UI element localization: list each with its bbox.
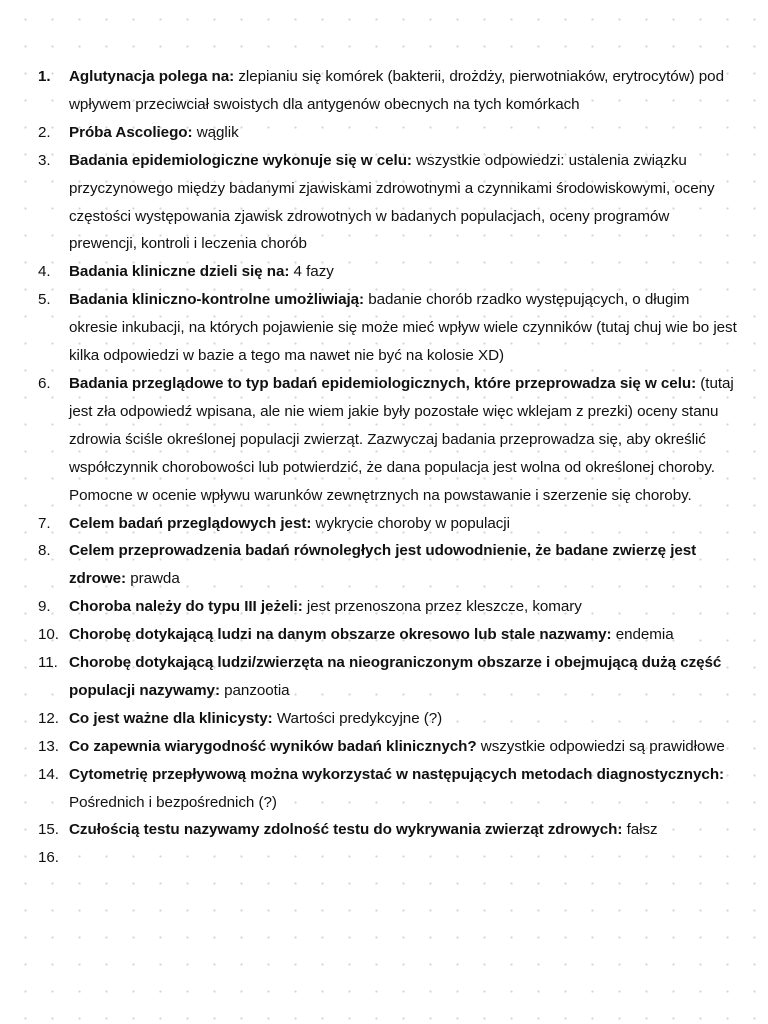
item-number: 14. [38, 765, 59, 783]
item-answer: wszystkie odpowiedzi są prawidłowe [476, 737, 725, 755]
item-answer: jest przenoszona przez kleszcze, komary [302, 598, 582, 616]
item-number: 6. [38, 374, 51, 392]
item-question: Badania kliniczne dzieli się na: [69, 263, 290, 281]
item-answer: 4 fazy [289, 263, 334, 281]
list-item [38, 147, 738, 259]
item-question: Chorobę dotykającą ludzi na danym obszarze okresowo lub stale nazwamy: [69, 626, 612, 644]
item-question: Celem badań przeglądowych jest: [69, 514, 312, 532]
item-number: 2. [38, 123, 51, 141]
list-item [38, 733, 738, 761]
item-answer: fałsz [622, 821, 658, 839]
item-number: 9. [38, 598, 51, 616]
item-number: 8. [38, 542, 51, 560]
list-item [38, 593, 738, 621]
item-question: Badania przeglądowe to typ badań epidemiologicznych, które przeprowadza się w celu: [69, 374, 697, 392]
item-answer: badanie chorób rzadko występujących, o długim okresie inkubacji, na których pojawienie się może mieć wpływ wiele czynników (tutaj chuj wie bo jest kilka odpowiedzi w bazie a tego ma nawet nie być na kolosie XD) [69, 291, 737, 365]
item-number: 1. [38, 68, 51, 85]
list-item [38, 510, 738, 538]
item-number: 16. [38, 849, 59, 867]
item-number: 4. [38, 263, 51, 281]
list-item [38, 63, 738, 119]
item-number: 13. [38, 737, 59, 755]
item-question: Co zapewnia wiarygodność wyników badań klinicznych? [69, 737, 477, 755]
item-number: 11. [38, 654, 58, 672]
item-answer: panzootia [219, 681, 290, 699]
item-answer: wszystkie odpowiedzi: ustalenia związku przyczynowego między badanymi zjawiskami zdrowotnymi a czynnikami środowiskowymi, oceny częstości występowania zjawisk zdrowotnych w badanych populacjach, oceny programów prewencji, kontroli i leczenia chorób [69, 151, 715, 253]
item-question: Cytometrię przepływową można wykorzystać w następujących metodach diagnostycznych: [69, 765, 725, 783]
list-item [38, 649, 738, 705]
item-number: 12. [38, 709, 59, 727]
list-item [38, 537, 738, 593]
list-item [38, 258, 738, 286]
question-list [38, 63, 738, 867]
item-question: Badania kliniczno-kontrolne umożliwiają: [69, 291, 365, 309]
item-number: 10. [38, 626, 59, 644]
list-item [38, 286, 738, 370]
item-answer: prawda [126, 570, 180, 588]
list-item [38, 119, 738, 147]
list-item [38, 761, 738, 817]
item-answer: Pośrednich i bezpośrednich (?) [69, 793, 277, 811]
item-question: Celem przeprowadzenia badań równoległych jest udowodnienie, że badane zwierzę jest zdrowe: [69, 542, 697, 588]
item-question: Próba Ascoliego: [69, 123, 193, 141]
list-item [38, 816, 738, 844]
item-answer: wąglik [192, 123, 239, 141]
item-number: 5. [38, 291, 51, 309]
item-answer: wykrycie choroby w populacji [311, 514, 510, 532]
list-item [38, 370, 738, 510]
item-number: 3. [38, 151, 51, 169]
item-answer: Wartości predykcyjne (?) [272, 709, 443, 727]
item-question: Chorobę dotykającą ludzi/zwierzęta na nieograniczonym obszarze i obejmującą dużą część populacji nazywamy: [69, 654, 722, 699]
item-number: 15. [38, 821, 59, 839]
item-question: Czułością testu nazywamy zdolność testu do wykrywania zwierząt zdrowych: [69, 821, 623, 839]
list-item [38, 621, 738, 649]
item-answer: endemia [611, 626, 674, 644]
item-question: Badania epidemiologiczne wykonuje się w celu: [69, 151, 412, 169]
item-answer: zlepianiu się komórek (bakterii, drożdży, pierwotniaków, erytrocytów) pod wpływem przeciwciał swoistych dla antygenów obecnych na tych komórkach [69, 68, 724, 113]
item-question: Choroba należy do typu III jeżeli: [69, 598, 303, 616]
list-item [38, 705, 738, 733]
item-number: 7. [38, 514, 51, 532]
item-answer: (tutaj jest zła odpowiedź wpisana, ale nie wiem jakie były pozostałe więc wklejam z prezki) oceny stanu zdrowia ściśle określonej populacji zwierząt. Zazwyczaj badania przeprowadza się, aby określić współczynnik chorobowości lub potwierdzić, że dana populacja jest wolna od określonej choroby. Pomocne w ocenie wpływu warunków zewnętrznych na powstawanie i szerzenie się choroby. [69, 374, 734, 504]
item-question: Aglutynacja polega na: [69, 68, 235, 85]
item-question: Co jest ważne dla klinicysty: [69, 709, 273, 727]
